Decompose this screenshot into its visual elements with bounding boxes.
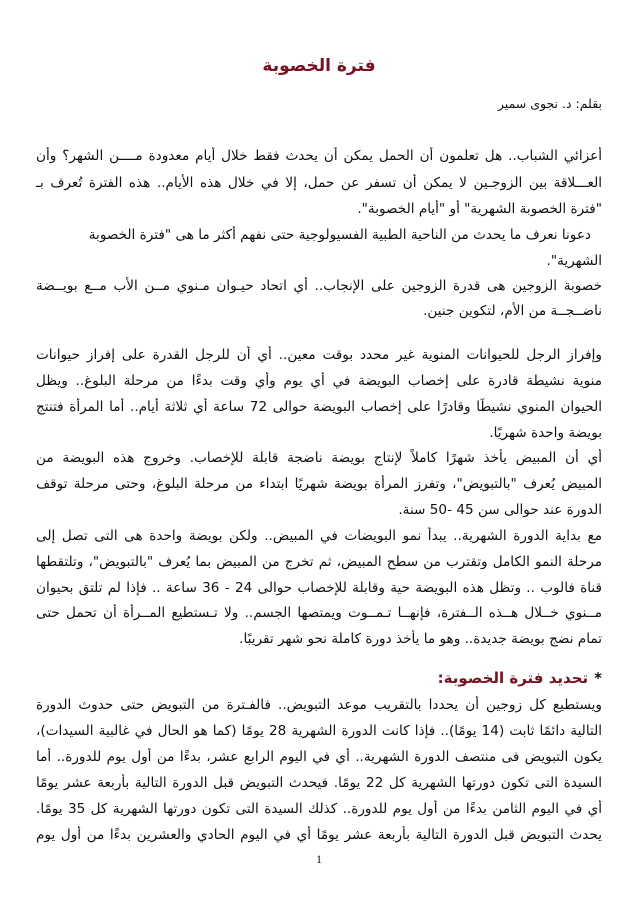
paragraph-4-line-1: وإفراز الرجل للحيوانات المنوية غير محدد بوقت معين.. أي أن للرجل القدرة على إفراز حيوانات [36, 347, 602, 363]
paragraph-2-line-1: دعونا نعرف ما يحدث من الناحية الطبية الفسيولوجية حتى نفهم أكثر ما هى "فترة الخصوبة [88, 227, 591, 243]
paragraph-7-line-2: التالية دائمًا ثابت (14 يومًا).. فإذا كانت الدورة الشهرية 28 يومًا (كما هو الحال في غالبية السيدات)، [36, 723, 602, 739]
paragraph-6-line-5: تمام نضج بويضة جديدة.. وهو ما يأخذ دورة كاملة نحو شهر تقريبًا. [239, 631, 602, 647]
paragraph-5-line-3: الدورة عند حوالى سن 45 -50 سنة. [398, 502, 602, 518]
section-heading [36, 669, 602, 687]
heading-bullet: * [594, 669, 602, 687]
paragraph-2-line-2: الشهرية". [546, 253, 602, 269]
author-line: بقلم: د. نجوى سمير [497, 96, 602, 111]
paragraph-3-line-1: خصوبة الزوجين هى قدرة الزوجين على الإنجاب.. أي اتحاد حيـوان مـنوي مــن الأب مــع بويــضة [36, 278, 602, 294]
heading-text: تحديد فترة الخصوبة: [437, 669, 589, 687]
paragraph-1-line-1: أعزائي الشباب.. هل تعلمون أن الحمل يمكن أن يحدث فقط خلال أيام معدودة مــــن الشهر؟ وأن [36, 148, 602, 164]
document-title: فترة الخصوبة [262, 56, 376, 76]
page-number: 1 [316, 852, 322, 866]
paragraph-4-line-3: الحيوان المنوي نشيطًا وقادرًا على إخصاب البويضة حوالى 72 ساعة أي ثلاثة أيام.. أما المرأة فتنتج [36, 399, 602, 415]
paragraph-3-line-2: ناضــجــة من الأم، لتكوين جنين. [423, 303, 602, 319]
paragraph-6-line-1: مع بداية الدورة الشهرية.. يبدأ نمو البويضات في المبيض.. ولكن بويضة واحدة هى التى تصل إلى [36, 528, 602, 544]
paragraph-7-line-1: ويستطيع كل زوجين أن يحددا بالتقريب موعد التبويض.. فالفـترة من التبويض حتى حدوث الدورة [36, 697, 602, 713]
paragraph-6-line-2: مرحلة النمو الكامل وتقترب من سطح المبيض، ثم تخرج من المبيض بما يُعرف "بالتبويض"، وتلتقطها [36, 554, 602, 570]
paragraph-7-line-4: السيدة التى تكون دورتها الشهرية كل 22 يومًا. فيحدث التبويض قبل الدورة التالية بأربعة عشر يومًا [36, 775, 602, 791]
paragraph-1-line-2: العـــلاقة بين الزوجـين لا يمكن أن تسفر عن حمل، إلا في خلال هذه الأيام.. هذه الفترة تُعرف بـ [36, 175, 602, 191]
paragraph-4-line-4: بويضة واحدة شهريًا. [489, 425, 602, 441]
paragraph-7-line-6: يحدث التبويض قبل الدورة التالية بأربعة عشر يومًا أي في اليوم الحادي والعشرين بدءًا من أول يوم [36, 827, 602, 843]
paragraph-6-line-4: مــنوي خــلال هــذه الــفترة، فإنهــا تـمــوت ويمتصها الجسم.. ولا تـستطيع المــرأة أن تحمل حتى [36, 605, 602, 621]
paragraph-5-line-2: المبيض يُعرف "بالتبويض"، وتفرز المرأة بويضة شهريًا ابتداء من مرحلة البلوغ، وحتى مرحلة توقف [36, 476, 602, 492]
paragraph-7-line-3: يكون التبويض فى منتصف الدورة الشهرية.. أي في اليوم الرابع عشر، بدءًا من أول يوم للدورة.. أما [36, 749, 602, 765]
paragraph-6-line-3: قناة فالوب .. وتظل هذه البويضة حية وقابلة للإخصاب حوالى 24 - 36 ساعة .. فإذا لم تلتق بحيوان [36, 580, 602, 596]
paragraph-7-line-5: أي في اليوم الثامن بدءًا من أول يوم للدورة.. كذلك السيدة التى تكون دورتها الشهرية كل 35 يومًا. [36, 801, 602, 817]
paragraph-4-line-2: منوية نشيطة قادرة على إخصاب البويضة في أي يوم وأي وقت بدءًا من مرحلة البلوغ.. ويظل [36, 373, 602, 389]
paragraph-1-line-3: "فترة الخصوبة الشهرية" أو "أيام الخصوبة". [357, 201, 602, 217]
paragraph-5-line-1: أي أن المبيض يأخذ شهرًا كاملاً لإنتاج بويضة ناضجة قابلة للإخصاب. وخروج هذه البويضة من [36, 450, 602, 466]
